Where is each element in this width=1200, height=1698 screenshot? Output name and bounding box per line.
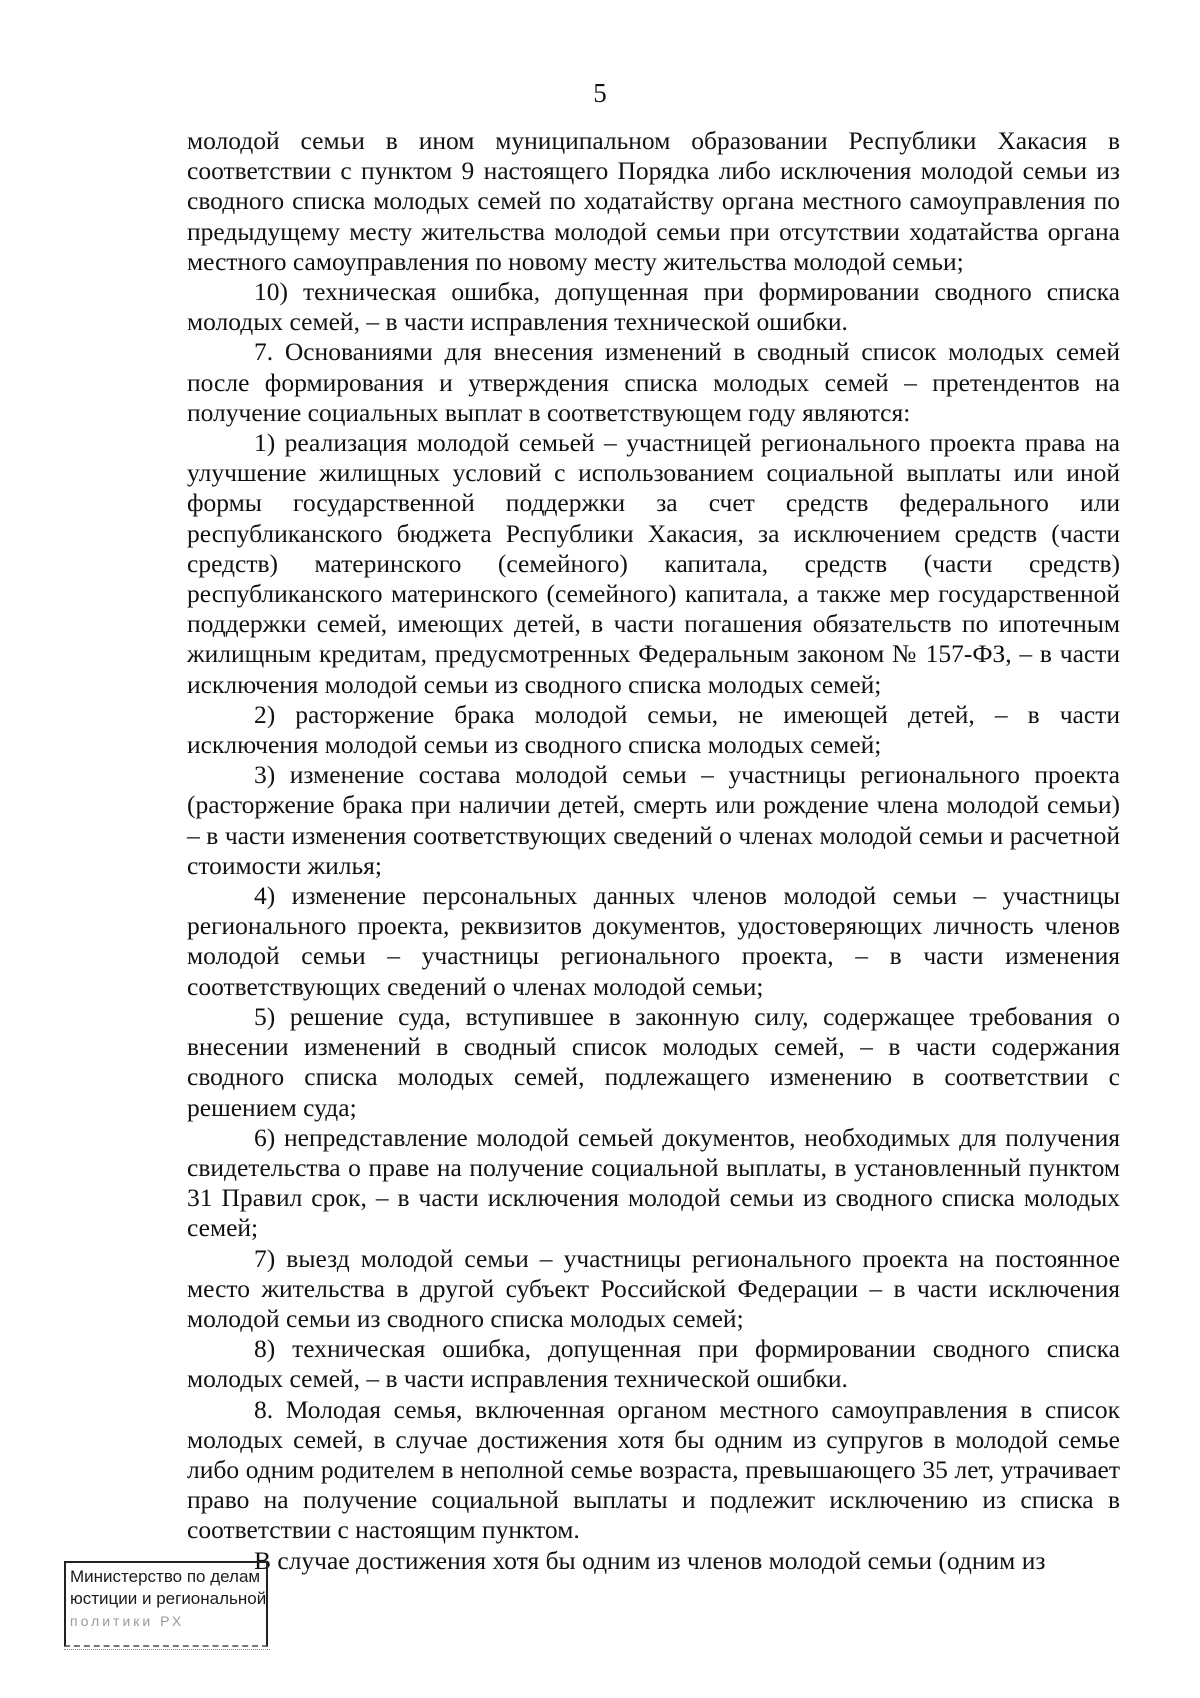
paragraph-item-8: 8) техническая ошибка, допущенная при формировании сводного списка молодых семей, – в части исправления технической ошибки. — [187, 1334, 1120, 1394]
paragraph-continuation: молодой семьи в ином муниципальном образовании Республики Хакасия в соответствии с пунктом 9 настоящего Порядка либо исключения молодой семьи из сводного списка молодых семей по ходатайству органа местного самоуправления по предыдущему месту жительства молодой семьи при отсутствии ходатайства органа местного самоуправления по новому месту жительства молодой семьи; — [187, 126, 1120, 276]
stamp-line-policy: политики РХ — [70, 1613, 185, 1629]
paragraph-item-7: 7) выезд молодой семьи – участницы регионального проекта на постоянное место жительства в другой субъект Российской Федерации – в части исключения молодой семьи из сводного списка молодых семей; — [187, 1243, 1120, 1333]
paragraph-clause-8: 8. Молодая семья, включенная органом местного самоуправления в список молодых семей, в случае достижения хотя бы одним из супругов в молодой семье либо одним родителем в неполной семье возраста, превышающего 35 лет, утрачивает право на получение социальной выплаты и подлежит исключению из списка в соответствии с настоящим пунктом. — [187, 1394, 1120, 1545]
stamp-underline — [64, 1649, 270, 1650]
ministry-stamp — [64, 1561, 270, 1649]
paragraph-item-2: 2) расторжение брака молодой семьи, не имеющей детей, – в части исключения молодой семьи из сводного списка молодых семей; — [187, 699, 1120, 760]
paragraph-item-10: 10) техническая ошибка, допущенная при формировании сводного списка молодых семей, – в части исправления технической ошибки. — [187, 277, 1120, 337]
paragraph-item-5: 5) решение суда, вступившее в законную силу, содержащее требования о внесении изменений в сводный список молодых семей, – в части содержания сводного списка молодых семей, подлежащего изменению в соответствии с решением суда; — [187, 1001, 1120, 1122]
stamp-line-ministry: Министерство по делам — [70, 1567, 261, 1586]
stamp-line-justice: юстиции и региональной — [70, 1589, 267, 1608]
page-number: 5 — [593, 78, 607, 108]
paragraph-item-6: 6) непредставление молодой семьей документов, необходимых для получения свидетельства о праве на получение социальной выплаты, в установленный пунктом 31 Правил срок, – в части исключения молодой семьи из сводного списка молодых семей; — [187, 1122, 1120, 1243]
paragraph-item-1: 1) реализация молодой семьей – участницей регионального проекта права на улучшение жилищных условий с использованием социальной выплаты или иной формы государственной поддержки за счет средств федерального или республиканского бюджета Республики Хакасия, за исключением средств (части средств) материнского (семейного) капитала, средств (части средств) республиканского материнского (семейного) капитала, а также мер государственной поддержки семей, имеющих детей, в части погашения обязательств по ипотечным жилищным кредитам, предусмотренных Федеральным законом № 157-ФЗ, – в части исключения молодой семьи из сводного списка молодых семей; — [187, 428, 1120, 699]
paragraph-item-3: 3) изменение состава молодой семьи – участницы регионального проекта (расторжение брака при наличии детей, смерть или рождение члена молодой семьи) – в части изменения соответствующих сведений о членах молодой семьи и расчетной стоимости жилья; — [187, 760, 1120, 880]
paragraph-item-4: 4) изменение персональных данных членов молодой семьи – участницы регионального проекта, реквизитов документов, удостоверяющих личность членов молодой семьи – участницы регионального проекта, – в части изменения соответствующих сведений о членах молодой семьи; — [187, 881, 1120, 1001]
paragraph-clause-7: 7. Основаниями для внесения изменений в сводный список молодых семей после формирования и утверждения списка молодых семей – претендентов на получение социальных выплат в соответствующем году являются: — [187, 337, 1120, 427]
document-body — [187, 126, 1120, 1576]
paragraph-clause-8-continued: В случае достижения хотя бы одним из членов молодой семьи (одним из — [254, 1545, 1046, 1575]
